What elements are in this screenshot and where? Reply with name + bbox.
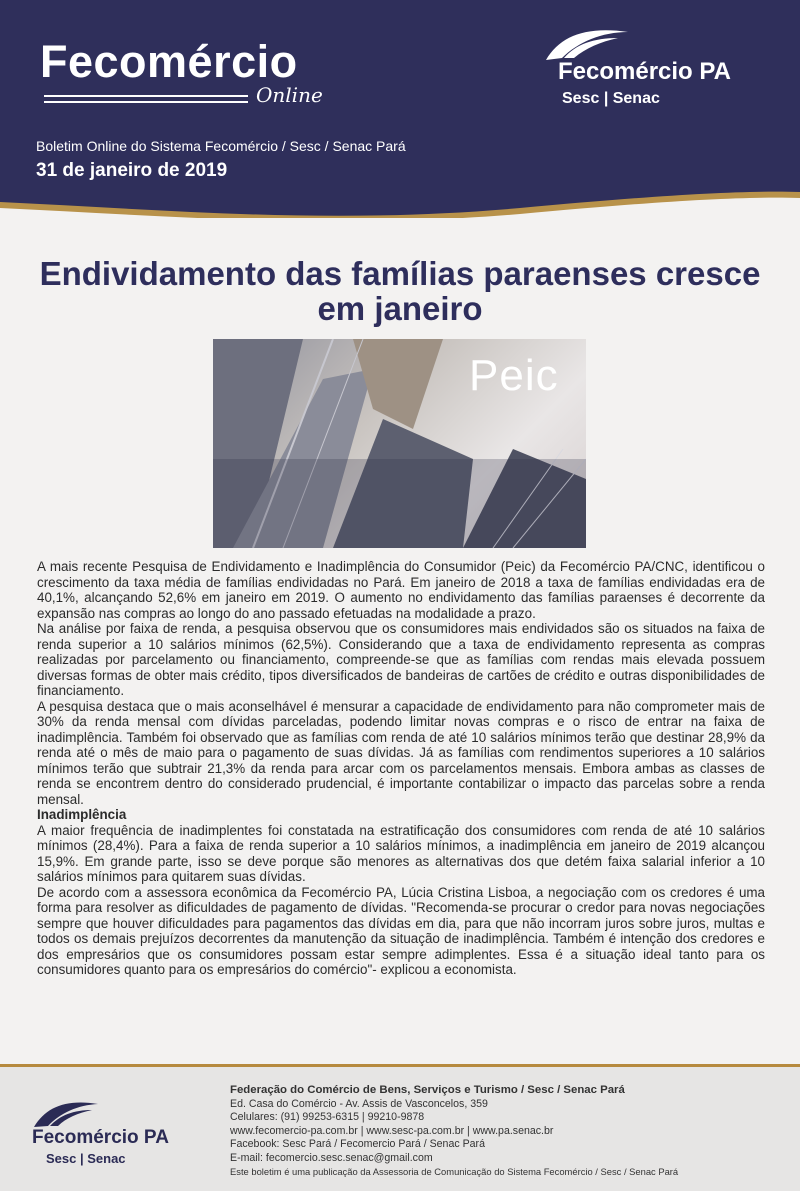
- bulletin-title: Boletim Online do Sistema Fecomércio / Sesc / Senac Pará: [36, 138, 406, 154]
- header-banner: [0, 0, 800, 218]
- wing-icon: [542, 28, 632, 62]
- article-paragraph: A maior frequência de inadimplentes foi constatada na estratificação dos consumidores com renda de até 10 salários mínimos (28,4%). Para a faixa de renda superior a 10 salários mínimos, a inadimplência em janeiro de 2019 alcançou 15,9%. Em grande parte, isso se deve porque são menores as alternativas dos que detém faixa salarial inferior a 10 salários mínimos para quitarem suas dívidas.: [37, 822, 765, 884]
- fecomercio-pa-logo: [28, 1097, 218, 1172]
- footer-address: Ed. Casa do Comércio - Av. Assis de Vasconcelos, 359: [230, 1097, 488, 1110]
- logo-subtitle: Sesc | Senac: [46, 1151, 126, 1166]
- article-photo: [213, 339, 586, 548]
- brand-subtitle: Online: [256, 83, 323, 107]
- footer: [0, 1067, 800, 1191]
- footer-contact-info: [230, 1084, 790, 1179]
- wing-icon: [32, 1101, 102, 1129]
- article-paragraph: Na análise por faixa de renda, a pesquisa observou que os consumidores mais endividados são os situados na faixa de renda superior a 10 salários mínimos (62,5%). Considerando que a taxa de endividamento representa as compras realizadas por parcelamento ou financiamento, compreende-se que as famílias com rendas mais elevada possuem diversas formas de obter mais crédito, tipos diversificados de bandeiras de cartões de crédito e outras disponibilidades de financiamento.: [37, 621, 765, 698]
- footer-phones: Celulares: (91) 99253-6315 | 99210-9878: [230, 1111, 425, 1123]
- logo-name: Fecomércio PA: [32, 1127, 169, 1148]
- article-paragraph: De acordo com a assessora econômica da Fecomércio PA, Lúcia Cristina Lisboa, a negociação com os credores é uma forma para resolver as dificuldades de pagamento de dívidas. "Recomenda-se procurar o credor para novas negociações sempre que houver dificuldades para pagamentos das dívidas em dia, para que não incorram juros sobre juros, multas e todos os demais prejuízos decorrentes da manutenção da situação de inadimplência. Também é intenção dos credores e dos empresários que os consumidores possam estar sempre adimplentes. Essa é a situação ideal tanto para os consumidores quanto para os empresários do comércio"- explicou a economista.: [37, 884, 765, 977]
- footer-organization: Federação do Comércio de Bens, Serviços e Turismo / Sesc / Senac Pará: [230, 1084, 625, 1096]
- footer-facebook[interactable]: Facebook: Sesc Pará / Fecomercio Pará / Senac Pará: [230, 1138, 485, 1150]
- logo-subtitle: Sesc | Senac: [562, 90, 660, 107]
- section-subheading: Inadimplência: [37, 807, 127, 822]
- fecomercio-pa-logo: [540, 28, 770, 118]
- footer-note: Este boletim é uma publicação da Assessoria de Comunicação do Sistema Fecomércio / Sesc / Senac Pará: [230, 1166, 679, 1177]
- brand-underline: [44, 101, 248, 103]
- article-paragraph: A pesquisa destaca que o mais aconselhável é mensurar a capacidade de endividamento para não comprometer mais de 30% da renda mensal com dívidas parceladas, podendo limitar novas compras e o risco de entrar na faixa de inadimplência. Também foi observado que as famílias com renda de até 10 salários mínimos terão que destinar 28,9% da renda até o mês de maio para o pagamento de suas dívidas. Já as famílias com rendimentos superiores a 10 salários mínimos terão que subtrair 21,3% da renda para arcar com os parcelamentos mensais. Embora ambas as classes de renda se encontrem dentro do considerado prudencial, é importante contabilizar o impacto das parcelas sobre a renda mensal.: [37, 698, 765, 807]
- bulletin-date: 31 de janeiro de 2019: [36, 160, 228, 181]
- article-paragraph: A mais recente Pesquisa de Endividamento e Inadimplência do Consumidor (Peic) da Fecomércio PA/CNC, identificou o crescimento da taxa média de famílias endividadas no Pará. Em janeiro de 2018 a taxa de famílias endividadas era de 40,1%, alcançando 52,6% em janeiro em 2019. O aumento no endividamento das famílias paraenses é decorrente da expansão nas compras ao longo do ano passado efetuadas na modalidade a prazo.: [37, 559, 765, 621]
- footer-websites[interactable]: www.fecomercio-pa.com.br | www.sesc-pa.com.br | www.pa.senac.br: [230, 1124, 554, 1137]
- article-headline: Endividamento das famílias paraenses cresce em janeiro: [39, 255, 761, 327]
- photo-label: Peic: [469, 351, 559, 400]
- footer-email[interactable]: E-mail: fecomercio.sesc.senac@gmail.com: [230, 1151, 433, 1164]
- article-body: [37, 559, 765, 978]
- logo-name: Fecomércio PA: [558, 58, 731, 85]
- brand-underline: [44, 95, 248, 97]
- header-wave: [0, 150, 800, 218]
- brand-title: Fecomércio: [40, 36, 298, 87]
